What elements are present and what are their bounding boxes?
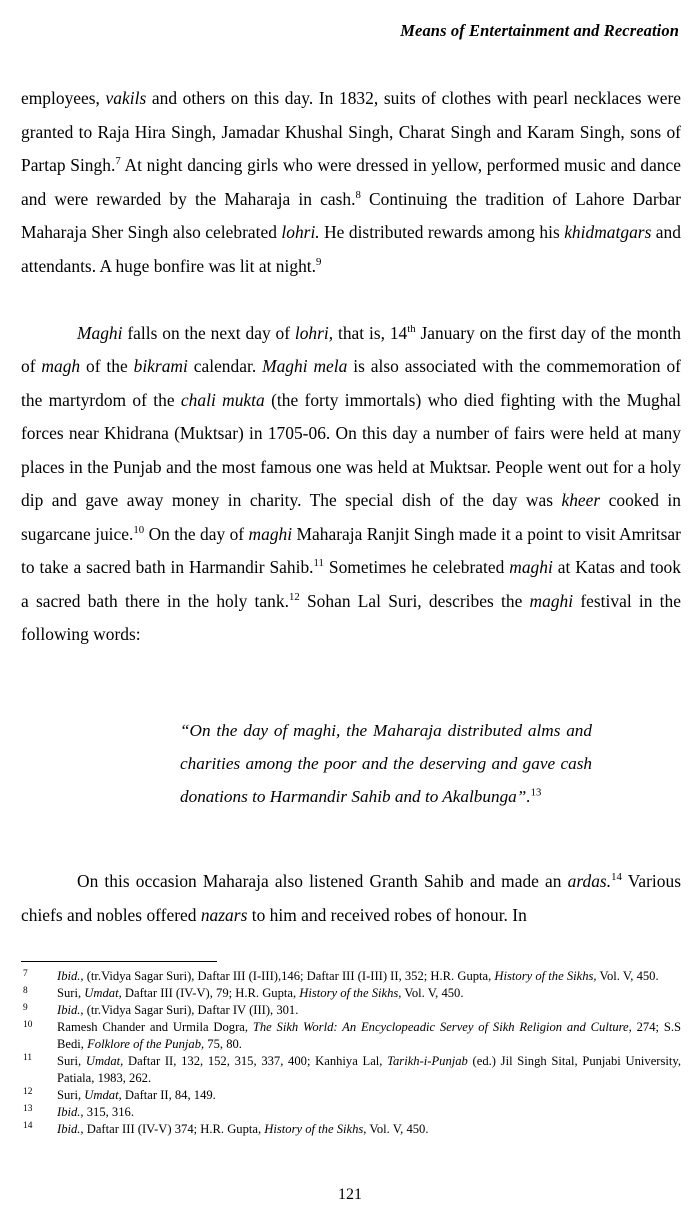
footnote-number: 10 [23,1019,33,1030]
footnote-number: 7 [23,968,28,979]
footnote-item [21,985,681,1002]
footnote-item [21,1104,681,1121]
footnote-number: 12 [23,1087,33,1098]
paragraph-1: employees, vakils and others on this day. In 1832, suits of clothes with pearl necklaces were granted to Raja Hira Singh, Jamadar Khushal Singh, Charat Singh and Karam Singh, sons of Partap Singh.$^7$ At night dancing girls who were dressed in yellow, performed music and dance and were rewarded by the Maharaja in cash.$^8$ Continuing the tradition of Lahore Darbar Maharaja Sher Singh also celebrated lohri. He distributed rewards among his khidmatgars and attendants. A huge bonfire was lit at night.$^9$ [21,88,681,276]
footnote-number: 14 [23,1121,33,1132]
footnote-text: Suri, Umdat, Daftar II, 132, 152, 315, 337, 400; Kanhiya Lal, Tarikh-i-Punjab (ed.) Jil Singh Sital, Punjabi University, Patiala, 1983, 262. [57,1053,682,1085]
footnote-text: Ibid., (tr.Vidya Sagar Suri), Daftar III (I-III),146; Daftar III (I-III) II, 352; H.R. Gupta, History of the Sikhs, Vol. V, 450. [57,969,659,983]
footnote-number: 11 [23,1053,33,1064]
footnote-text: Suri, Umdat, Daftar III (IV-V), 79; H.R. Gupta, History of the Sikhs, Vol. V, 450. [57,986,464,1001]
footnote-item [21,1019,681,1052]
body-text-block [21,82,681,652]
block-quote [180,714,592,814]
footnote-item [21,1002,681,1019]
paragraph-3: On this occasion Maharaja also listened Granth Sahib and made an ardas.$^{14}$ Various chiefs and nobles offered nazars to him and received robes of honour. In [21,871,681,925]
footnote-item [21,1053,681,1086]
footnote-text: Ibid., (tr.Vidya Sagar Suri), Daftar IV (III), 301. [57,1003,299,1018]
footnote-item [21,1121,681,1138]
paragraph-2: Maghi falls on the next day of lohri, that is, 14th January on the first day of the month of magh of the bikrami calendar. Maghi mela is also associated with the commemoration of the martyrdom of the chali mukta (the forty immortals) who died fighting with the Mughal forces near Khidrana (Muktsar) in 1705-06. On this day a number of fairs were held at many places in the Punjab and the most famous one was held at Muktsar. People went out for a holy dip and gave away money in charity. The special dish of the day was kheer cooked in sugarcane juice.$^{10}$ On the day of maghi Maharaja Ranjit Singh made it a point to visit Amritsar to take a sacred bath in Harmandir Sahib.$^{11}$ Sometimes he celebrated maghi at Katas and took a sacred bath there in the holy tank.$^{12}$ Sohan Lal Suri, describes the maghi festival in the following words: [21,322,682,644]
footnote-text: Ramesh Chander and Urmila Dogra, The Sikh World: An Encyclopeadic Servey of Sikh Religion and Culture, 274; S.S Bedi, Folklore of the Punjab, 75, 80. [57,1020,681,1051]
running-head: Means of Entertainment and Recreation [400,21,679,40]
closing-text-block [21,865,681,932]
footnote-number: 8 [23,985,28,996]
footnote-text: Suri, Umdat, Daftar II, 84, 149. [57,1087,216,1102]
footnote-item [21,968,681,985]
block-quote-text: “On the day of maghi, the Maharaja distributed alms and charities among the poor and the deserving and gave cash donations to Harmandir Sahib and to Akalbunga”.$^{13}$ [180,721,592,807]
footnote-item [21,1087,681,1104]
footnotes-list [21,968,681,1138]
page-number: 121 [338,1186,362,1203]
footnote-number: 9 [23,1002,28,1013]
footnote-number: 13 [23,1104,33,1115]
footnote-text: Ibid., Daftar III (IV-V) 374; H.R. Gupta, History of the Sikhs, Vol. V, 450. [57,1121,429,1136]
footnote-text: Ibid., 315, 316. [57,1104,134,1119]
footnote-separator-rule [21,961,217,962]
